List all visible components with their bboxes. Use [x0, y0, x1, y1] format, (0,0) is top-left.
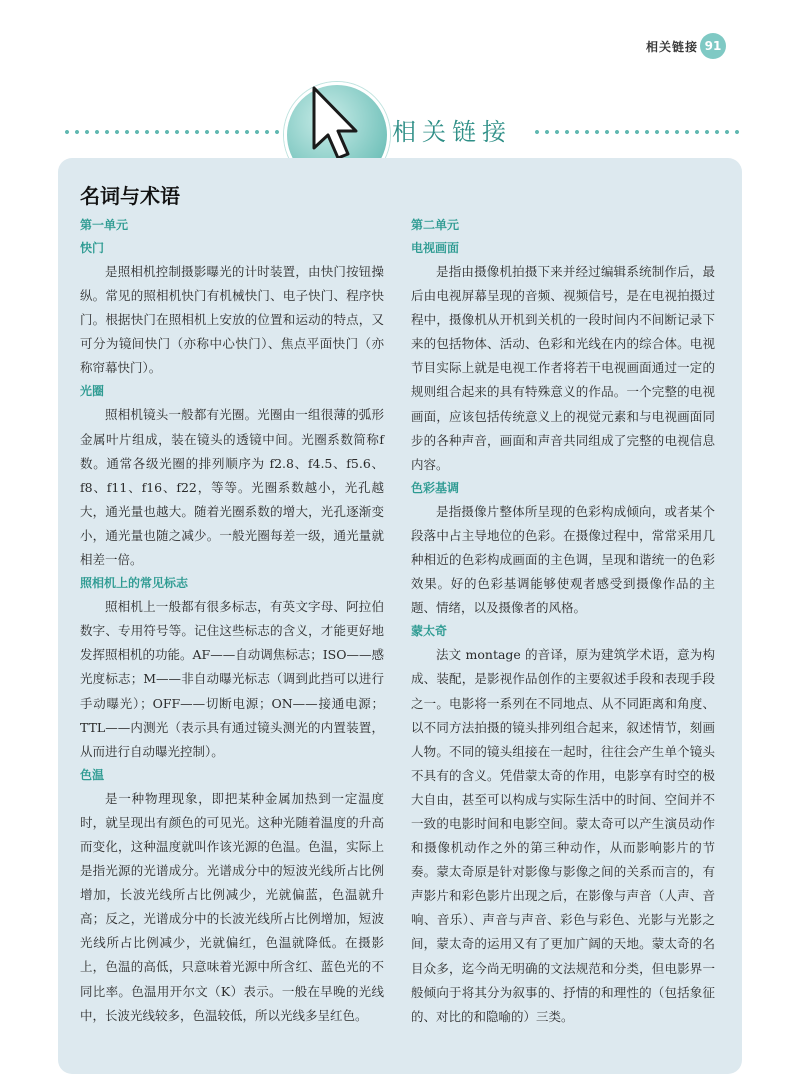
term-definition: 照相机镜头一般都有光圈。光圈由一组很薄的弧形金属叶片组成，装在镜头的透镜中间。光圈系数简称f数。通常各级光圈的排列顺序为 f2.8、f4.5、f5.6、f8、f11、f16、f22，等等。光圈系数越小，光孔越大，通光量也越大。随着光圈系数的增大，光孔逐渐变小，通光量也随之减少。一般光圈每差一级，通光量就相差一倍。: [80, 407, 384, 568]
term-definition: 是指摄像片整体所呈现的色彩构成倾向，或者某个段落中占主导地位的色彩。在摄像过程中，常常采用几种相近的色彩构成画面的主色调，呈现和谐统一的色彩效果。好的色彩基调能够使观者感受到摄像作品的主题、情绪，以及摄像者的风格。: [411, 503, 715, 616]
section-title: 相关链接: [392, 118, 512, 146]
term-heading: 色彩基调: [411, 480, 460, 495]
term-heading: 色温: [80, 767, 105, 782]
left-column: [80, 214, 384, 1028]
glossary-title: 名词与术语: [80, 184, 180, 208]
dotted-divider-left: [62, 129, 284, 135]
term-heading: 照相机上的常见标志: [80, 576, 189, 591]
term-definition: 是照相机控制摄影曝光的计时装置，由快门按钮操纵。常见的照相机快门有机械快门、电子快门、程序快门。根据快门在照相机上安放的位置和运动的特点，又可分为镜间快门（亦称中心快门）、焦点平面快门（亦称帘幕快门）。: [80, 264, 384, 376]
term-heading: 电视画面: [411, 241, 460, 255]
running-header: 相关链接: [646, 40, 699, 54]
term-heading: 蒙太奇: [411, 624, 448, 639]
term-definition: 法文 montage 的音译，原为建筑学术语，意为构成、装配，是影视作品创作的主要叙述手段和表现手段之一。电影将一系列在不同地点、从不同距离和角度、以不同方法拍摄的镜头排列组合起来，叙述情节，刻画人物。不同的镜头组接在一起时，往往会产生单个镜头不具有的含义。凭借蒙太奇的作用，电影享有时空的极大自由，甚至可以构成与实际生活中的时间、空间并不一致的电影时间和电影空间。蒙太奇可以产生演员动作和摄像机动作之外的第三种动作，从而影响影片的节奏。蒙太奇原是针对影像与影像之间的关系而言的，有声影片和彩色影片出现之后，在影像与声音（人声、音响、音乐）、声音与声音、彩色与彩色、光影与光影之间，蒙太奇的运用又有了更加广阔的天地。蒙太奇的名目众多，迄今尚无明确的文法规范和分类，但电影界一般倾向于将其分为叙事的、抒情的和理性的（包括象征的、对比的和隐喻的）三类。: [411, 647, 715, 1024]
right-column: [411, 214, 715, 1029]
term-definition: 照相机上一般都有很多标志，有英文字母、阿拉伯数字、专用符号等。记住这些标志的含义，才能更好地发挥照相机的功能。AF——自动调焦标志；ISO——感光度标志；M——非自动曝光标志（调到此挡可以进行手动曝光）；OFF——切断电源；ON——接通电源；TTL——内测光（表示具有通过镜头测光的内置装置，从而进行自动曝光控制）。: [80, 599, 384, 759]
dotted-divider-right: [532, 129, 744, 135]
unit-heading: 第一单元: [80, 218, 129, 232]
term-definition: 是指由摄像机拍摄下来并经过编辑系统制作后，最后由电视屏幕呈现的音频、视频信号，是在电视拍摄过程中，摄像机从开机到关机的一段时间内不间断记录下来的包括物体、活动、色彩和光线在内的综合体。电视节目实际上就是电视工作者将若干电视画面通过一定的规则组合起来的具有特殊意义的作品。一个完整的电视画面，应该包括传统意义上的视觉元素和与电视画面同步的各种声音，画面和声音共同组成了完整的电视信息内容。: [411, 264, 715, 472]
unit-heading: 第二单元: [411, 218, 460, 232]
term-definition: 是一种物理现象，即把某种金属加热到一定温度时，就呈现出有颜色的可见光。这种光随着温度的升高而变化，这种温度就叫作该光源的色温。色温，实际上是指光源的光谱成分。光谱成分中的短波光线所占比例增加，长波光线所占比例减少，光就偏蓝，色温就升高；反之，光谱成分中的长波光线所占比例增加，短波光线所占比例减少，光就偏红，色温就降低。在摄影上，色温的高低，只意味着光源中所含红、蓝色光的不同比率。色温用开尔文（K）表示。一般在早晚的光线中，长波光线较多，色温较低，所以光线多呈红色。: [80, 790, 384, 1023]
term-heading: 光圈: [80, 384, 105, 399]
page-number-badge: 91: [700, 33, 726, 59]
term-heading: 快门: [80, 241, 105, 255]
